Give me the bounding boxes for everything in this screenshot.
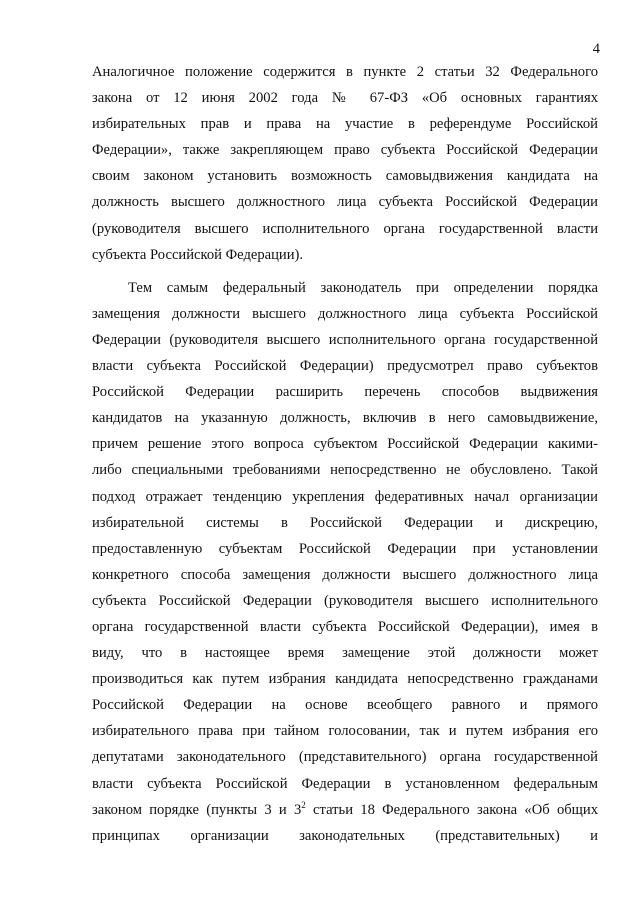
paragraph-line: своим законом установить возможность самовыдвижения кандидата на — [92, 168, 598, 185]
paragraph-line: конкретного способа замещения должности высшего должностного лица — [92, 566, 598, 583]
paragraph-line: избирательной системы в Российской Федерации и дискрецию, — [92, 514, 598, 531]
paragraph-line: Тем самым федеральный законодатель при определении порядка — [128, 279, 598, 296]
paragraph-line: Федерации (руководителя высшего исполнительного органа государственной — [92, 331, 598, 348]
paragraph-2 — [92, 275, 598, 849]
paragraph-1 — [92, 59, 598, 268]
paragraph-line: (руководителя высшего исполнительного органа государственной власти — [92, 220, 598, 237]
paragraph-line: причем решение этого вопроса субъектом Российской Федерации какими- — [92, 436, 598, 453]
paragraph-line: органа государственной власти субъекта Российской Федерации), имея в — [92, 618, 598, 635]
paragraph-line: должность высшего должностного лица субъекта Российской Федерации — [92, 194, 598, 211]
line-text-before: законом порядке (пункты 3 и 3 — [92, 801, 302, 818]
paragraph-line: власти субъекта Российской Федерации в установленном федеральным — [92, 775, 598, 792]
paragraph-line: Федерации», также закрепляющем право субъекта Российской Федерации — [92, 142, 598, 159]
paragraph-line: субъекта Российской Федерации). — [92, 246, 304, 263]
paragraph-line: замещения должности высшего должностного лица субъекта Российской — [92, 305, 598, 322]
paragraph-spacer — [92, 268, 598, 275]
paragraph-line: принципах организации законодательных (представительных) и — [92, 827, 598, 844]
document-body — [92, 59, 598, 849]
line-text-after: статьи 18 Федерального закона «Об общих — [305, 801, 599, 818]
paragraph-line: виду, что в настоящее время замещение этой должности может — [92, 645, 598, 662]
paragraph-line: депутатами законодательного (представительного) органа государственной — [92, 749, 598, 766]
paragraph-line: либо специальными требованиями непосредственно не обусловлено. Такой — [92, 462, 598, 479]
paragraph-line: Российской Федерации на основе всеобщего равного и прямого — [92, 697, 598, 714]
paragraph-line: кандидатов на указанную должность, включив в него самовыдвижение, — [92, 410, 598, 427]
paragraph-line: Российской Федерации расширить перечень способов выдвижения — [92, 384, 598, 401]
paragraph-line: избирательных прав и права на участие в референдуме Российской — [92, 116, 598, 133]
paragraph-line: закона от 12 июня 2002 года № 67-ФЗ «Об основных гарантиях — [92, 90, 598, 107]
paragraph-line: производиться как путем избрания кандидата непосредственно гражданами — [92, 671, 598, 688]
page-number: 4 — [592, 41, 600, 57]
paragraph-line: субъекта Российской Федерации (руководителя высшего исполнительного — [92, 592, 598, 609]
superscript-number: 2 — [301, 799, 306, 810]
paragraph-line: избирательного права при тайном голосовании, так и путем избрания его — [92, 723, 598, 740]
paragraph-line: подход отражает тенденцию укрепления федеративных начал организации — [92, 488, 598, 505]
paragraph-line-with-superscript — [92, 797, 598, 823]
paragraph-line: власти субъекта Российской Федерации) предусмотрел право субъектов — [92, 358, 598, 375]
paragraph-line: Аналогичное положение содержится в пункте 2 статьи 32 Федерального — [92, 64, 598, 80]
paragraph-line: предоставленную субъектам Российской Федерации при установлении — [92, 540, 598, 557]
